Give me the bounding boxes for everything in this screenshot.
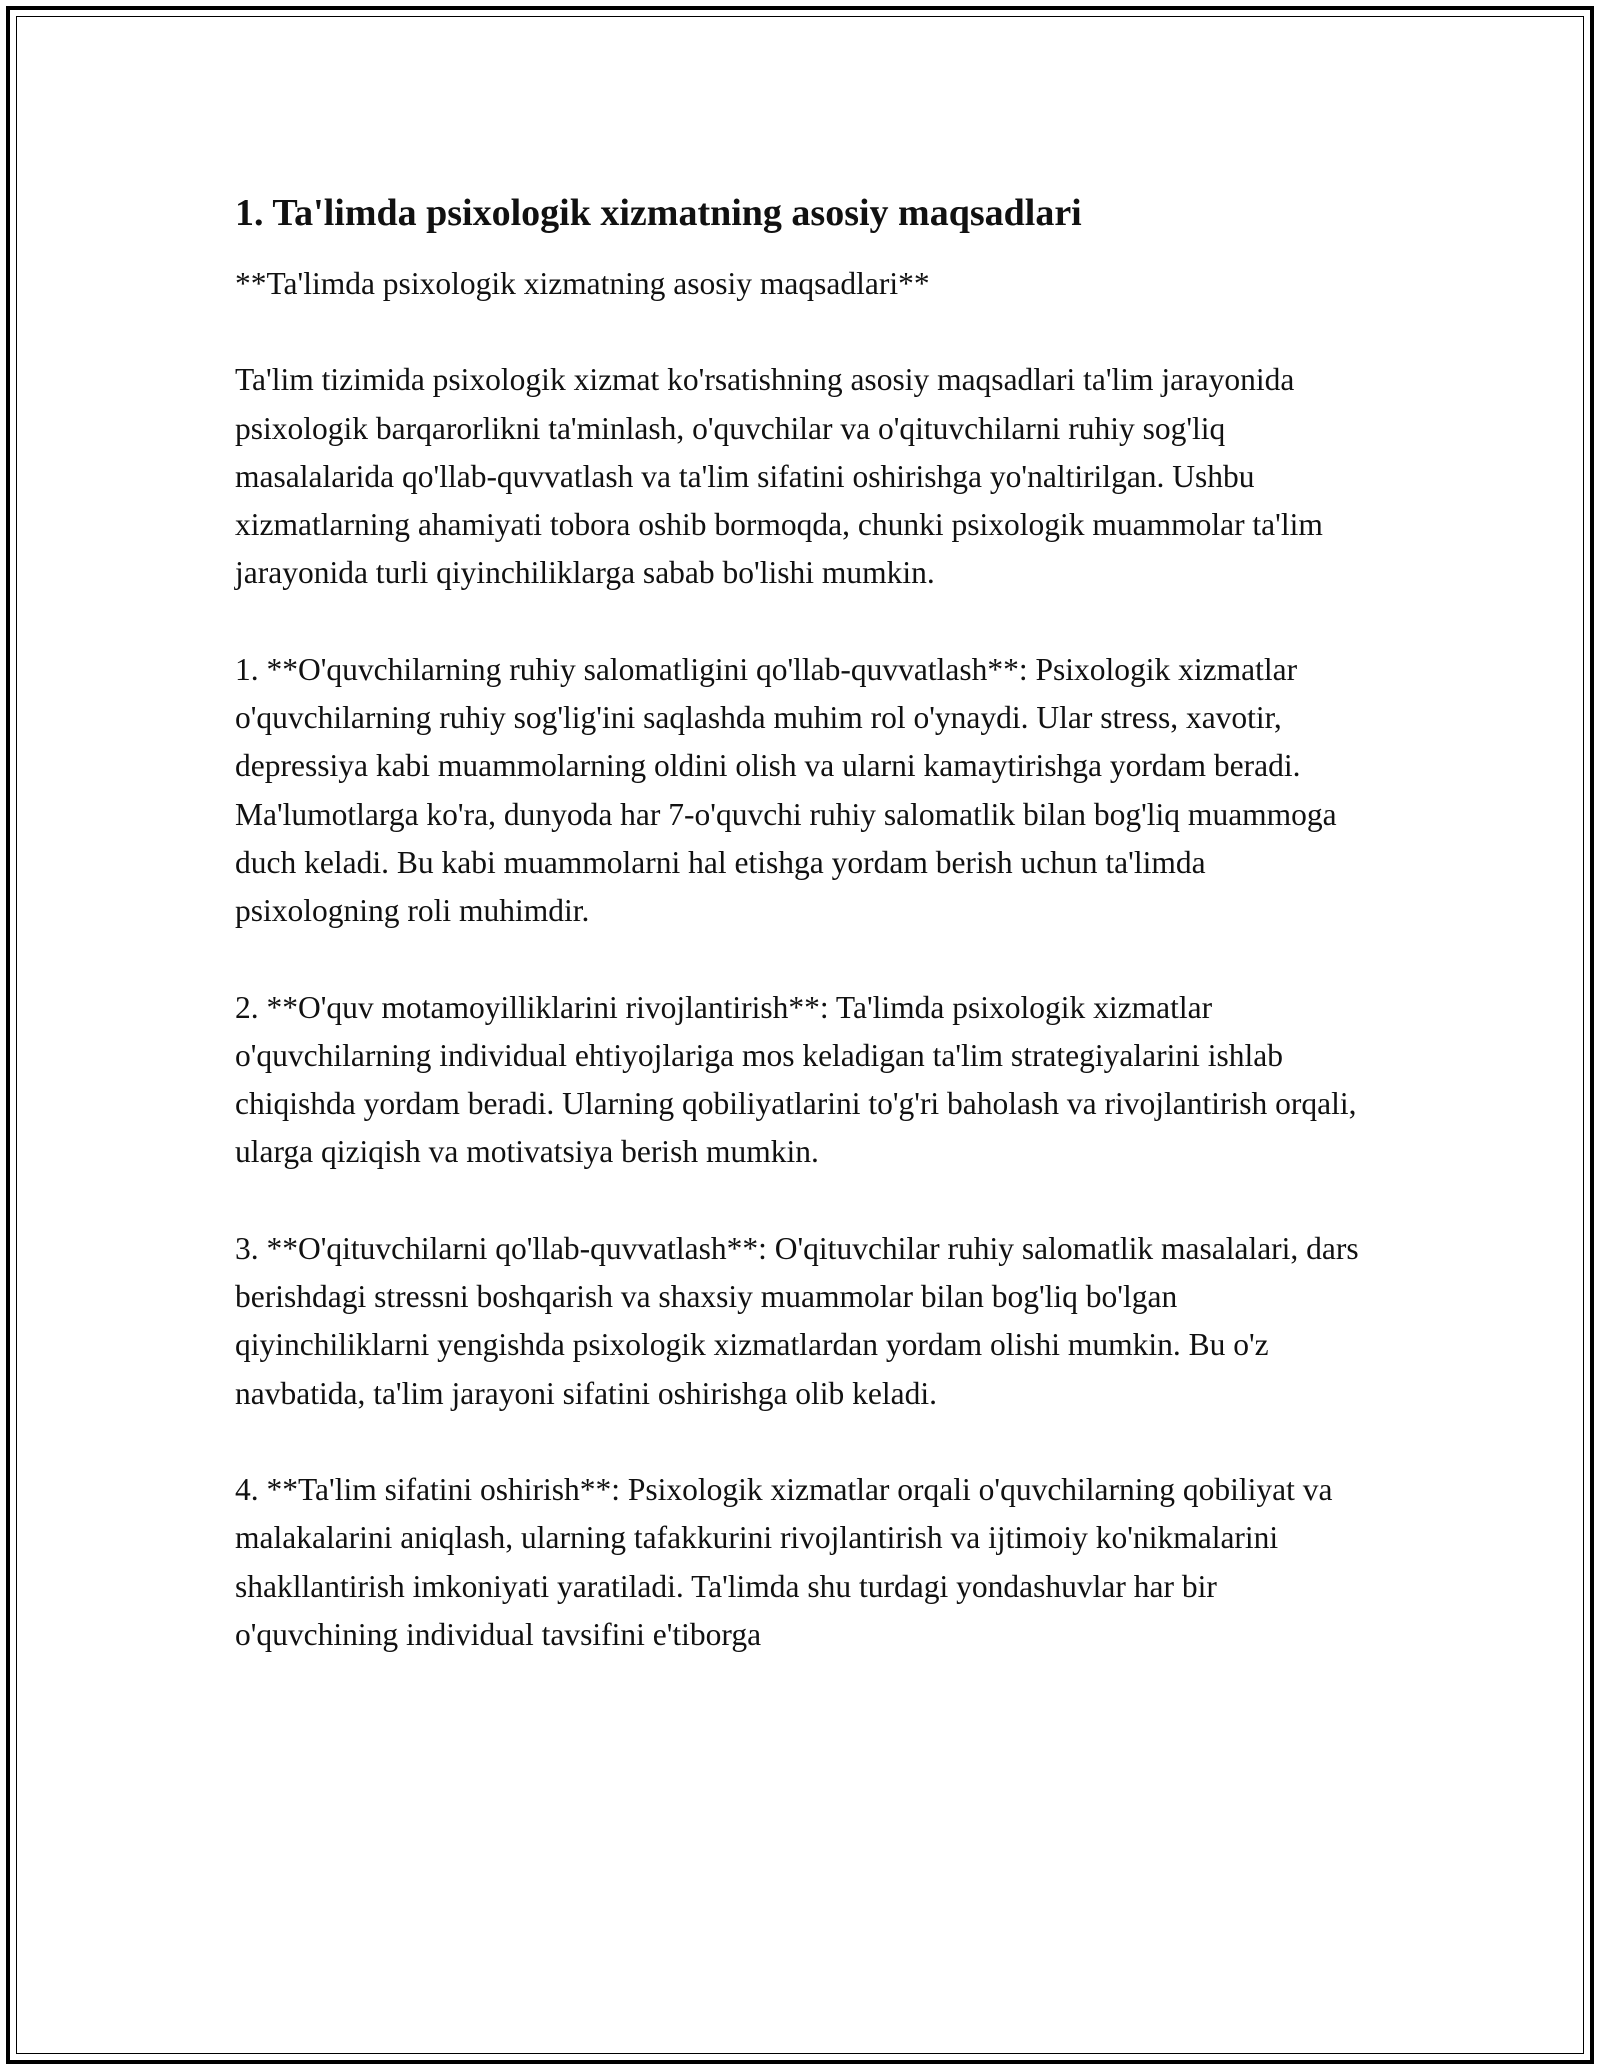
goal-paragraph-2: 2. **O'quv motamoyilliklarini rivojlantirish**: Ta'limda psixologik xizmatlar o'quvchilarning individual ehtiyojlariga mos keladigan ta'lim strategiyalarini ishlab chiqishda yordam beradi. Ularning qobiliyatlarini to'g'ri baholash va rivojlantirish orqali, ularga qiziqish va motivatsiya berish mumkin. [235, 989, 1357, 1170]
goal-paragraph-3: 3. **O'qituvchilarni qo'llab-quvvatlash**: O'qituvchilar ruhiy salomatlik masalalari, dars berishdagi stressni boshqarish va shaxsiy muammolar bilan bog'liq bo'lgan qiyinchiliklarni yengishda psixologik xizmatlardan yordam olishi mumkin. Bu o'z navbatida, ta'lim jarayoni sifatini oshirishga olib keladi. [235, 1230, 1359, 1411]
section-heading: 1. Ta'limda psixologik xizmatning asosiy maqsadlari [235, 192, 1082, 234]
subtitle-paragraph: **Ta'limda psixologik xizmatning asosiy maqsadlari** [235, 266, 930, 301]
goal-paragraph-4: 4. **Ta'lim sifatini oshirish**: Psixologik xizmatlar orqali o'quvchilarning qobiliyat va malakalarini aniqlash, ularning tafakkurini rivojlantirish va ijtimoiy ko'nikmalarini shakllantirish imkoniyati yaratiladi. Ta'limda shu turdagi yondashuvlar har bir o'quvchining individual tavsifini e'tiborga [235, 1471, 1333, 1652]
document-body [235, 186, 1365, 1707]
goal-paragraph-1: 1. **O'quvchilarning ruhiy salomatligini qo'llab-quvvatlash**: Psixologik xizmatlar o'quvchilarning ruhiy sog'lig'ini saqlashda muhim rol o'ynaydi. Ular stress, xavotir, depressiya kabi muammolarning oldini olish va ularni kamaytirishga yordam beradi. Ma'lumotlarga ko'ra, dunyoda har 7-o'quvchi ruhiy salomatlik bilan bog'liq muammoga duch keladi. Bu kabi muammolarni hal etishga yordam berish uchun ta'limda psixologning roli muhimdir. [235, 651, 1337, 929]
intro-paragraph: Ta'lim tizimida psixologik xizmat ko'rsatishning asosiy maqsadlari ta'lim jarayonida psixologik barqarorlikni ta'minlash, o'quvchilar va o'qituvchilarni ruhiy sog'liq masalalarida qo'llab-quvvatlash va ta'lim sifatini oshirishga yo'naltirilgan. Ushbu xizmatlarning ahamiyati tobora oshib bormoqda, chunki psixologik muammolar ta'lim jarayonida turli qiyinchiliklarga sabab bo'lishi mumkin. [235, 362, 1323, 591]
